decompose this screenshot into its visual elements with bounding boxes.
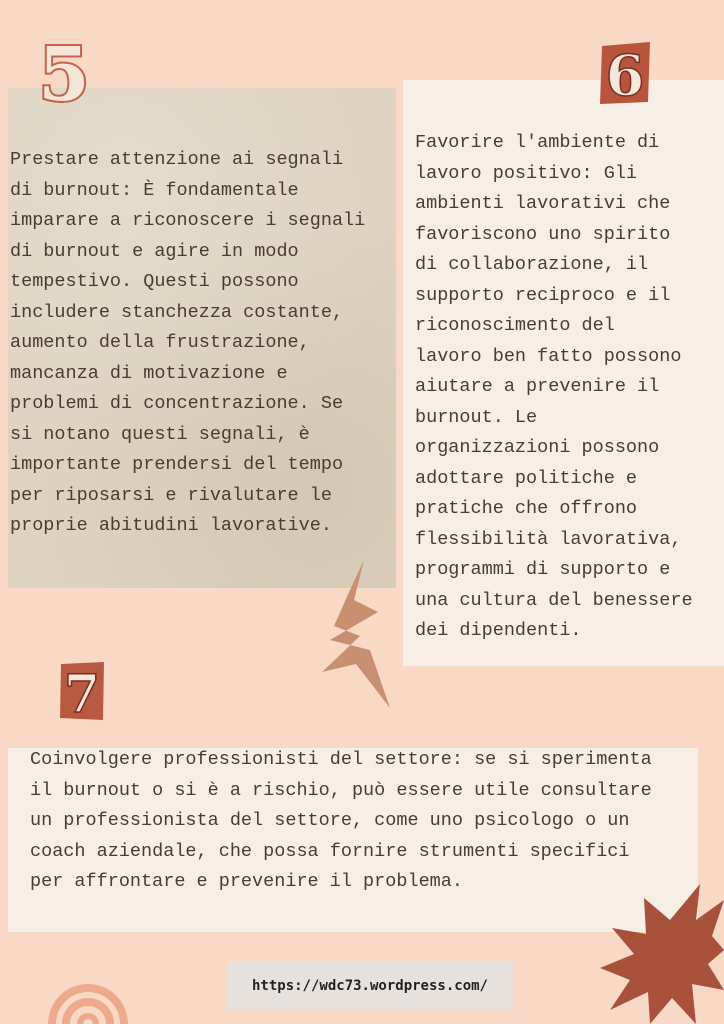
number-5-badge <box>36 38 92 108</box>
section-5-text: Prestare attenzione ai segnali di burnout: È fondamentale imparare a riconoscere i segnali di burnout e agire in modo tempestivo. Questi possono includere stanchezza costante, aumento della frustrazione, mancanza di motivazione e problemi di concentrazione. Se si notano questi segnali, è importante prendersi del tempo per riposarsi e rivalutare le proprie abitudini lavorative. <box>10 149 366 536</box>
section-6-text: Favorire l'ambiente di lavoro positivo: Gli ambienti lavorativi che favoriscono uno spirito di collaborazione, il supporto reciproco e il riconoscimento del lavoro ben fatto possono aiutare a prevenire il burnout. Le organizzazioni possono adottare politiche e pratiche che offrono flessibilità lavorativa, programmi di supporto e una cultura del benessere dei dipendenti. <box>415 132 693 641</box>
lightning-bolt-icon <box>320 560 400 710</box>
number-6-badge <box>598 40 652 106</box>
number-7-badge <box>58 660 106 722</box>
spiral-icon <box>48 975 128 1024</box>
number-6-label: 6 <box>605 43 645 106</box>
section-7-text: Coinvolgere professionisti del settore: se si sperimenta il burnout o si è a rischio, può essere utile consultare un professionista del settore, come uno psicologo o un coach aziendale, che possa fornire strumenti specifici per affrontare e prevenire il problema. <box>30 749 652 892</box>
starburst-icon <box>600 880 724 1024</box>
number-7-label: 7 <box>63 664 101 722</box>
number-5-label: 5 <box>38 38 90 108</box>
footer-url-link[interactable]: https://wdc73.wordpress.com/ <box>251 978 488 994</box>
